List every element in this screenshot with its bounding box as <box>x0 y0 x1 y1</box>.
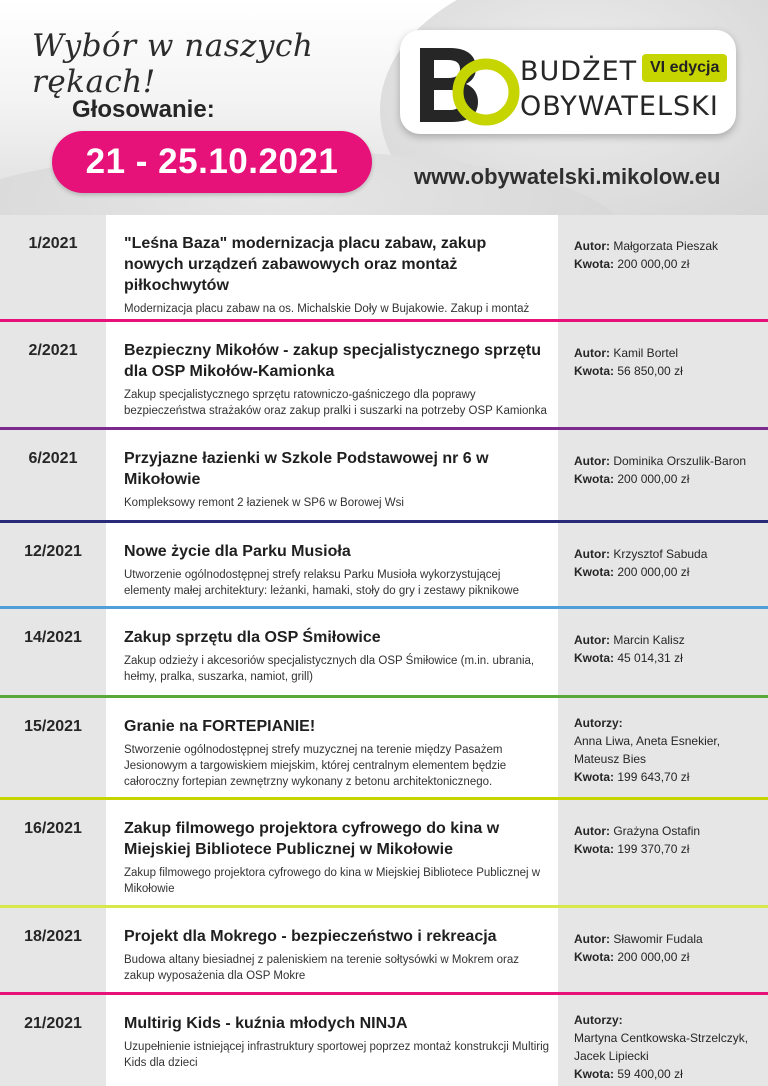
amount-label: Kwota: <box>574 257 614 271</box>
project-description: Kompleksowy remont 2 łazienek w SP6 w Borowej Wsi <box>124 497 404 509</box>
author-name: Anna Liwa, Aneta Esnekier, Mateusz Bies <box>574 734 721 766</box>
project-meta <box>558 609 768 698</box>
project-title: Zakup filmowego projektora cyfrowego do kina w Miejskiej Bibliotece Publicznej w Mikołowie <box>124 820 500 858</box>
project-list <box>0 215 768 1086</box>
project-row <box>0 995 768 1086</box>
project-number: 16/2021 <box>0 800 106 908</box>
project-description: Stworzenie ogólnodostępnej strefy muzycznej na terenie między Pasażem Jesionowym a targowiskiem miejskim, której centralnym elementem będzie całoroczny fortepian zewnętrzny wykonany z betonu architektonicznego. <box>124 744 507 788</box>
amount-value: 200 000,00 zł <box>617 257 690 271</box>
voting-dates: 21 - 25.10.2021 <box>85 142 339 181</box>
project-row <box>0 215 768 322</box>
project-number: 18/2021 <box>0 908 106 995</box>
project-description: Modernizacja placu zabaw na os. Michalskie Doły w Bujakowie. Zakup i montaż <box>124 303 530 315</box>
project-main <box>106 430 558 523</box>
voting-label: Głosowanie: <box>72 96 215 123</box>
amount-value: 200 000,00 zł <box>617 472 690 486</box>
amount-value: 45 014,31 zł <box>617 651 683 665</box>
author-label: Autor: <box>574 239 610 253</box>
project-meta <box>558 322 768 430</box>
author-label: Autor: <box>574 454 610 468</box>
poster-header <box>0 0 768 215</box>
project-description: Zakup filmowego projektora cyfrowego do kina w Miejskiej Bibliotece Publicznej w Mikołowie <box>124 867 541 895</box>
project-main <box>106 800 558 908</box>
project-description: Utworzenie ogólnodostępnej strefy relaksu Parku Musioła wykorzystującej elementy małej architektury: leżanki, hamaki, stoły do gry i zestawy piknikowe <box>124 569 519 597</box>
voting-dates-badge <box>52 131 372 193</box>
project-row <box>0 698 768 800</box>
project-number: 2/2021 <box>0 322 106 430</box>
author-label: Autor: <box>574 346 610 360</box>
amount-label: Kwota: <box>574 472 614 486</box>
amount-value: 199 643,70 zł <box>617 770 690 784</box>
author-name: Kamil Bortel <box>613 346 679 360</box>
project-main <box>106 995 558 1086</box>
author-label: Autor: <box>574 824 610 838</box>
author-name: Krzysztof Sabuda <box>613 547 708 561</box>
author-label: Autor: <box>574 547 610 561</box>
project-description: Zakup specjalistycznego sprzętu ratowniczo-gaśniczego dla poprawy bezpieczeństwa strażaków oraz zakup pralki i suszarki na potrzeby OSP Kamionka <box>124 389 547 417</box>
amount-value: 200 000,00 zł <box>617 565 690 579</box>
logo-line1: BUDŻET <box>520 56 638 87</box>
project-title: Nowe życie dla Parku Musioła <box>124 543 351 560</box>
author-name: Martyna Centkowska-Strzelczyk, Jacek Lipiecki <box>574 1031 749 1063</box>
author-name: Grażyna Ostafin <box>613 824 701 838</box>
author-name: Sławomir Fudala <box>613 932 703 946</box>
project-title: Projekt dla Mokrego - bezpieczeństwo i rekreacja <box>124 928 497 945</box>
amount-value: 59 400,00 zł <box>617 1067 683 1081</box>
author-name: Małgorzata Pieszak <box>613 239 719 253</box>
project-meta <box>558 908 768 995</box>
project-description: Uzupełnienie istniejącej infrastruktury sportowej poprzez montaż konstrukcji Multirig Kids dla dzieci <box>124 1041 550 1069</box>
project-number: 12/2021 <box>0 523 106 609</box>
project-main <box>106 609 558 698</box>
project-row <box>0 430 768 523</box>
project-title: Multirig Kids - kuźnia młodych NINJA <box>124 1015 408 1032</box>
project-row <box>0 609 768 698</box>
project-meta <box>558 800 768 908</box>
amount-label: Kwota: <box>574 651 614 665</box>
author-label: Autor: <box>574 633 610 647</box>
project-number: 6/2021 <box>0 430 106 523</box>
project-title: Przyjazne łazienki w Szkole Podstawowej nr 6 w Mikołowie <box>124 450 489 488</box>
project-row <box>0 908 768 995</box>
amount-label: Kwota: <box>574 565 614 579</box>
project-description: Zakup odzieży i akcesoriów specjalistycznych dla OSP Śmiłowice (m.in. ubrania, hełmy, pralka, suszarka, namiot, grill) <box>124 655 535 683</box>
project-main <box>106 322 558 430</box>
project-meta <box>558 995 768 1086</box>
bo-logo-icon <box>414 42 524 128</box>
amount-label: Kwota: <box>574 842 614 856</box>
project-number: 15/2021 <box>0 698 106 800</box>
project-main <box>106 698 558 800</box>
author-label: Autorzy: <box>574 716 623 730</box>
edition-badge: VI edycja <box>642 54 727 82</box>
project-description: Budowa altany biesiadnej z paleniskiem na terenie sołtysówki w Mokrem oraz zakup wyposażenia dla OSP Mokre <box>124 954 520 982</box>
project-row <box>0 523 768 609</box>
amount-value: 56 850,00 zł <box>617 364 683 378</box>
amount-label: Kwota: <box>574 950 614 964</box>
amount-value: 200 000,00 zł <box>617 950 690 964</box>
project-main <box>106 523 558 609</box>
project-number: 14/2021 <box>0 609 106 698</box>
logo-line2: OBYWATELSKI <box>520 91 719 122</box>
project-number: 1/2021 <box>0 215 106 322</box>
project-meta <box>558 215 768 322</box>
project-title: Granie na FORTEPIANIE! <box>124 718 316 735</box>
project-number: 21/2021 <box>0 995 106 1086</box>
slogan: Wybór w naszych rękach! <box>32 28 314 100</box>
author-name: Dominika Orszulik-Baron <box>613 454 747 468</box>
project-main <box>106 908 558 995</box>
project-title: "Leśna Baza" modernizacja placu zabaw, zakup nowych urządzeń zabawowych oraz montaż piłkochwytów <box>124 235 487 294</box>
amount-label: Kwota: <box>574 770 614 784</box>
project-title: Zakup sprzętu dla OSP Śmiłowice <box>124 629 381 646</box>
project-meta <box>558 698 768 800</box>
project-main <box>106 215 558 322</box>
project-meta <box>558 523 768 609</box>
budget-logo <box>400 30 736 134</box>
project-row <box>0 322 768 430</box>
amount-value: 199 370,70 zł <box>617 842 690 856</box>
amount-label: Kwota: <box>574 1067 614 1081</box>
website-url: www.obywatelski.mikolow.eu <box>414 164 721 189</box>
author-name: Marcin Kalisz <box>613 633 685 647</box>
amount-label: Kwota: <box>574 364 614 378</box>
project-title: Bezpieczny Mikołów - zakup specjalistycznego sprzętu dla OSP Mikołów-Kamionka <box>124 342 541 380</box>
author-label: Autorzy: <box>574 1013 623 1027</box>
author-label: Autor: <box>574 932 610 946</box>
project-meta <box>558 430 768 523</box>
project-row <box>0 800 768 908</box>
